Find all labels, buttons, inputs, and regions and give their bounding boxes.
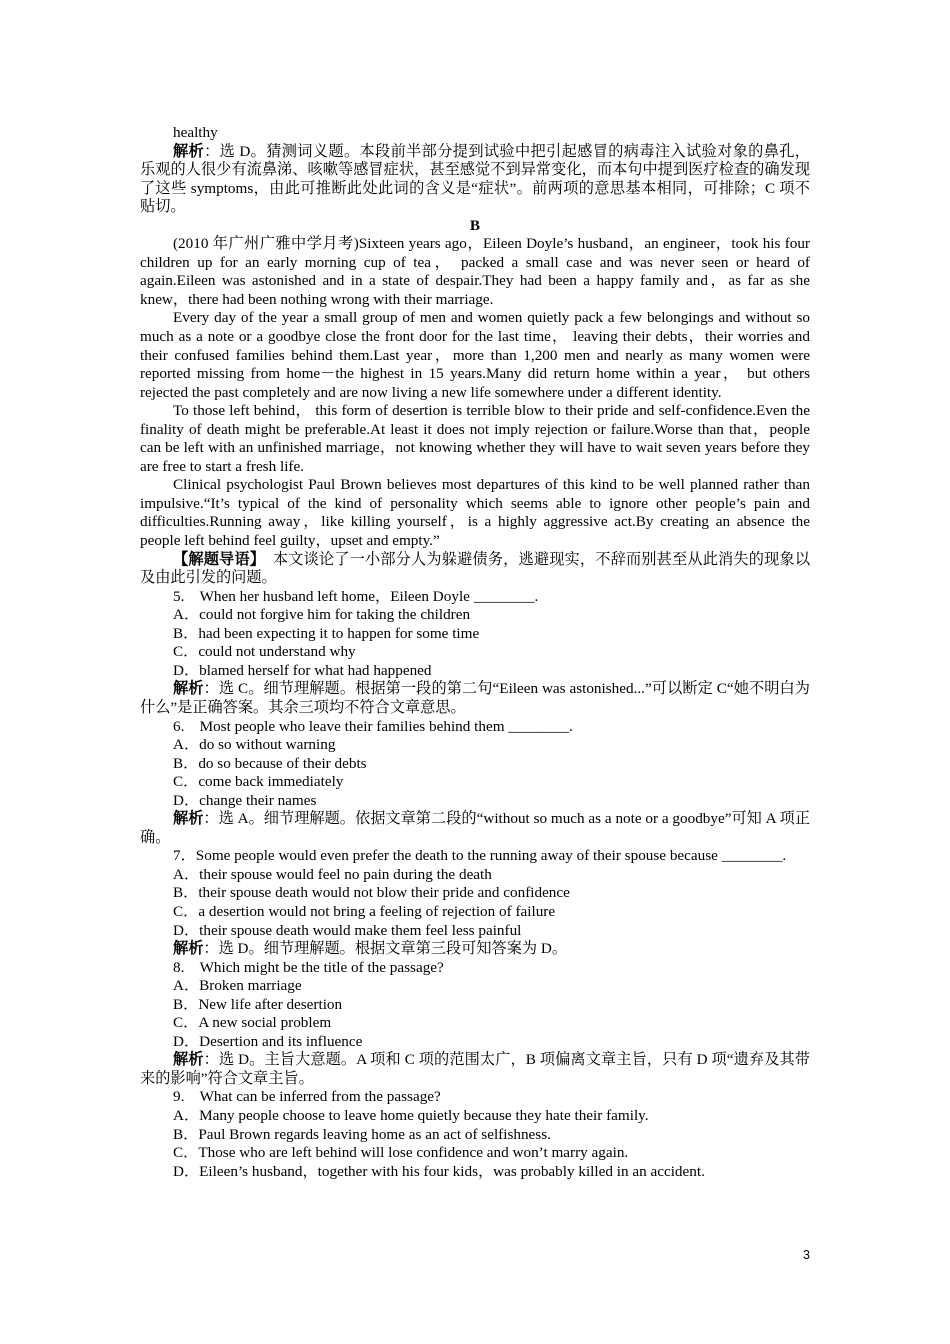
- explanation-text: ：选 A。细节理解题。依据文章第二段的“without so much as a note or a goodbye”可知 A 项正确。: [140, 810, 811, 846]
- option-c: C．come back immediately: [173, 773, 344, 791]
- option-b: B．do so because of their debts: [173, 754, 367, 772]
- guide-label: 【解题导语】: [173, 550, 258, 568]
- option-a: A．could not forgive him for taking the children: [173, 606, 471, 624]
- question-stem: 8. Which might be the title of the passage?: [173, 958, 444, 976]
- option-d: D．Eileen’s husband，together with his four kids，was probably killed in an accident.: [173, 1162, 705, 1180]
- section-heading: B: [469, 216, 481, 234]
- passage-source: (2010 年广州广雅中学月考): [173, 235, 359, 253]
- explanation-label: 解析: [173, 810, 204, 828]
- explanation-label: 解析: [173, 142, 205, 160]
- passage-text: Sixteen years ago，Eileen Doyle’s husband，an engineer，took his four children up for an early morning cup of tea， packed a small case and was never seen or heard of again.Eileen was astonished and in a state of despair.They had been a happy family and，as far as she knew，there had been nothing wrong with their marriage.: [140, 235, 810, 308]
- option-b: B．their spouse death would not blow their pride and confidence: [173, 884, 570, 902]
- question-stem: 5. When her husband left home，Eileen Doyle ________.: [173, 587, 539, 605]
- explanation-text: ：选 D。猜测词义题。本段前半部分提到试验中把引起感冒的病毒注入试验对象的鼻孔，乐观的人很少有流鼻涕、咳嗽等感冒症状，甚至感觉不到异常变化，而本句中提到医疗检查的确发现了这些 symptoms，由此可推断此处此词的含义是“症状”。前两项的意思基本相同，可排除；C 项不贴切。: [140, 142, 810, 216]
- question-stem: 9. What can be inferred from the passage?: [173, 1088, 441, 1106]
- option-a: A．Broken marriage: [173, 977, 302, 995]
- passage-paragraph-2: Every day of the year a small group of men and women quietly pack a few belongings and without so much as a note or a goodbye close the front door for the last time， leaving their debts，their worries and their confused families behind them.Last year，more than 1,200 men and nearly as many women were reported missing from home－the highest in 15 years.Many did return home within a year， but others rejected the past completely and are now living a new life somewhere under a different identity.: [140, 309, 810, 401]
- guide-text: 本文谈论了一小部分人为躲避债务，逃避现实，不辞而别甚至从此消失的现象以及由此引发的问题。: [140, 550, 811, 587]
- option-c: C．Those who are left behind will lose confidence and won’t marry again.: [173, 1144, 629, 1162]
- option-b: B．New life after desertion: [173, 995, 343, 1013]
- option-d: D．blamed herself for what had happened: [173, 661, 432, 679]
- question-stem: 6. Most people who leave their families behind them ________.: [173, 717, 573, 735]
- explanation-label: 解析: [173, 680, 204, 698]
- explanation-label: 解析: [173, 940, 204, 958]
- option-d: D．change their names: [173, 791, 317, 809]
- question-stem: 7．Some people would even prefer the death to the running away of their spouse because ________.: [173, 847, 787, 865]
- reading-guide: [140, 551, 810, 588]
- option-d: D．Desertion and its influence: [173, 1032, 363, 1050]
- option-a: A．their spouse would feel no pain during the death: [173, 865, 492, 883]
- answer-explanation: [140, 1051, 810, 1088]
- explanation-text: ：选 C。细节理解题。根据第一段的第二句“Eileen was astonished...”可以断定 C“她不明白为什么”是正确答案。其余三项均不符合文章意思。: [140, 680, 810, 716]
- page-number: 3: [803, 1248, 810, 1262]
- previous-answer-word: healthy: [173, 124, 218, 141]
- explanation-text: ：选 D。细节理解题。根据文章第三段可知答案为 D。: [203, 940, 568, 958]
- option-c: C．a desertion would not bring a feeling of rejection of failure: [173, 902, 556, 920]
- answer-explanation: [140, 680, 810, 717]
- previous-explanation: [140, 143, 810, 217]
- answer-explanation: [140, 940, 810, 959]
- answer-explanation: [140, 810, 810, 847]
- option-c: C．could not understand why: [173, 643, 356, 661]
- option-d: D．their spouse death would make them feel less painful: [173, 921, 522, 939]
- option-c: C．A new social problem: [173, 1014, 332, 1032]
- option-a: A．do so without warning: [173, 736, 336, 754]
- explanation-text: ：选 D。主旨大意题。A 项和 C 项的范围太广，B 项偏离文章主旨，只有 D 项“遗弃及其带来的影响”符合文章主旨。: [140, 1051, 810, 1087]
- option-b: B．Paul Brown regards leaving home as an act of selfishness.: [173, 1125, 551, 1143]
- explanation-label: 解析: [173, 1051, 204, 1069]
- passage-paragraph-4: Clinical psychologist Paul Brown believes most departures of this kind to be well planned rather than impulsive.“It’s typical of the kind of personality which seems able to ignore other people’s pain and difficulties.Running away，like killing yourself，is a highly aggressive act.By creating an absence the people left behind feel guilty，upset and empty.”: [140, 476, 810, 550]
- passage-paragraph-1: [140, 235, 810, 309]
- option-a: A．Many people choose to leave home quietly because they hate their family.: [173, 1106, 649, 1124]
- document-body: [140, 124, 810, 1181]
- passage-paragraph-3: To those left behind， this form of desertion is terrible blow to their pride and self-confidence.Even the finality of death might be preferable.At least it does not imply rejection or failure.Worse than that，people can be left with an unfinished marriage，not knowing whether they will have to wait seven years before they are free to start a fresh life.: [140, 402, 810, 475]
- option-b: B．had been expecting it to happen for some time: [173, 624, 480, 642]
